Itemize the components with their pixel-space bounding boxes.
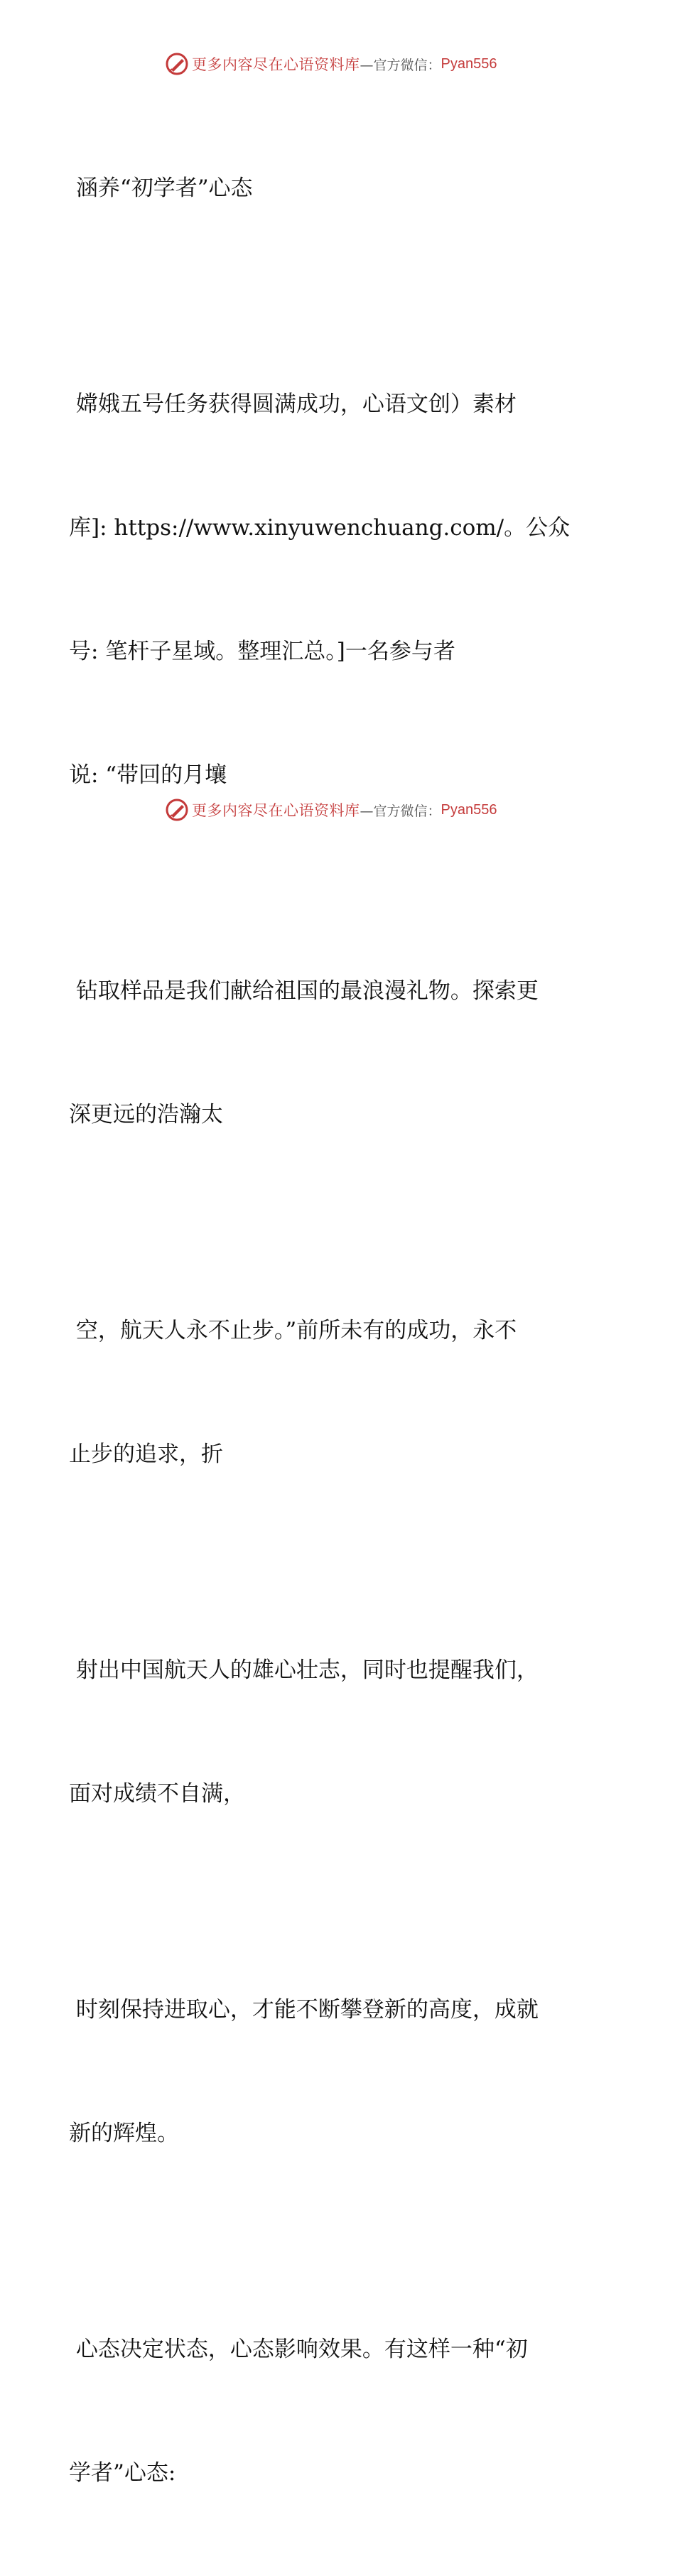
quill-logo-icon [165, 798, 189, 822]
text-line: 号: 笔杆子星域。整理汇总。]一名参与者 [69, 639, 455, 664]
text-line: 嫦娥五号任务获得圆满成功，心语文创）素材 [69, 391, 517, 417]
watermark-footer [165, 797, 497, 823]
text-line: 新的辉煌。 [69, 2121, 179, 2146]
text-line: 止步的追求，折 [69, 1441, 223, 1467]
text-line: 钻取样品是我们献给祖国的最浪漫礼物。探索更 [69, 978, 539, 1004]
text-line: 面对成绩不自满， [69, 1781, 245, 1807]
paragraph [69, 301, 595, 878]
document-body [69, 85, 595, 2576]
watermark-site-text: 更多内容尽在心语资料库 [192, 802, 360, 819]
text-line: 心态决定状态，心态影响效果。有这样一种“初 [69, 2337, 528, 2362]
watermark-separator: —官方微信： [360, 57, 441, 73]
paragraph [69, 888, 595, 1218]
watermark-wechat-id: Pyan556 [441, 55, 497, 72]
paragraph [69, 1907, 595, 2236]
text-line: 说: “带回的月壤 [69, 762, 227, 788]
watermark-site-text: 更多内容尽在心语资料库 [192, 56, 360, 73]
paragraph [69, 1567, 595, 1897]
watermark-header [165, 51, 497, 77]
text-line: 涵养“初学者”心态 [69, 175, 253, 201]
text-line: 时刻保持进取心，才能不断攀登新的高度，成就 [69, 1997, 539, 2023]
paragraph [69, 1228, 595, 1557]
watermark-separator: —官方微信： [360, 803, 441, 819]
paragraph-heading [69, 85, 595, 291]
text-line: 深更远的浩瀚太 [69, 1102, 223, 1127]
watermark-wechat-id: Pyan556 [441, 801, 497, 818]
paragraph [69, 2246, 595, 2576]
text-line: 库]: https://www.xinyuwenchuang.com/。公众 [69, 515, 571, 541]
quill-logo-icon [165, 52, 189, 76]
text-line: 射出中国航天人的雄心壮志，同时也提醒我们， [69, 1657, 539, 1683]
text-line: 空，航天人永不止步。”前所未有的成功，永不 [69, 1318, 517, 1343]
text-line: 学者”心态: [69, 2460, 176, 2486]
